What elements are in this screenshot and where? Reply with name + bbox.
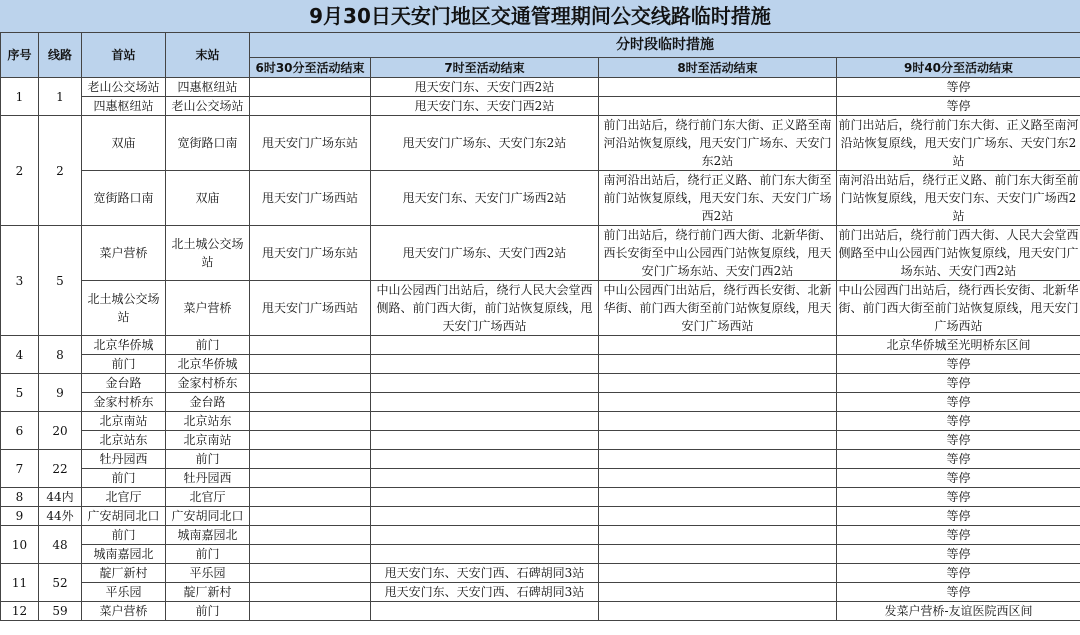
cell-t1: 甩天安门广场东站 — [250, 116, 371, 171]
cell-t4: 等停 — [837, 507, 1080, 526]
cell-t2: 甩天安门东、天安门西、石碑胡同3站 — [371, 564, 599, 583]
header-t1: 6时30分至活动结束 — [250, 58, 371, 78]
page-title: 9月30日天安门地区交通管理期间公交线路临时措施 — [0, 0, 1080, 33]
cell-end: 宽街路口南 — [166, 116, 250, 171]
cell-end: 前门 — [166, 450, 250, 469]
cell-t1 — [250, 469, 371, 488]
cell-end: 老山公交场站 — [166, 97, 250, 116]
cell-t3 — [599, 393, 837, 412]
cell-t3 — [599, 78, 837, 97]
cell-t4: 中山公园西门出站后，绕行西长安街、北新华街、前门西大街至前门站恢复原线，甩天安门广场西站 — [837, 281, 1080, 336]
cell-end: 广安胡同北口 — [166, 507, 250, 526]
cell-start: 菜户营桥 — [82, 602, 166, 621]
cell-seq: 4 — [1, 336, 39, 374]
cell-t2 — [371, 488, 599, 507]
cell-t2 — [371, 355, 599, 374]
cell-end: 北京站东 — [166, 412, 250, 431]
cell-t1 — [250, 583, 371, 602]
cell-t3: 前门出站后，绕行前门东大街、正义路至南河沿站恢复原线，甩天安门广场东、天安门东2站 — [599, 116, 837, 171]
cell-t2 — [371, 469, 599, 488]
cell-t4: 等停 — [837, 564, 1080, 583]
cell-t2: 甩天安门东、天安门广场西2站 — [371, 171, 599, 226]
cell-t4: 等停 — [837, 545, 1080, 564]
cell-t2: 甩天安门广场东、天安门西2站 — [371, 226, 599, 281]
header-row — [1, 33, 1080, 58]
cell-end: 前门 — [166, 545, 250, 564]
cell-t4: 等停 — [837, 393, 1080, 412]
cell-end: 城南嘉园北 — [166, 526, 250, 545]
cell-end: 金家村桥东 — [166, 374, 250, 393]
header-t3: 8时至活动结束 — [599, 58, 837, 78]
cell-t2 — [371, 450, 599, 469]
table-row — [1, 116, 1080, 171]
header-t4: 9时40分至活动结束 — [837, 58, 1080, 78]
table-row — [1, 97, 1080, 116]
cell-line: 48 — [39, 526, 82, 564]
cell-t3 — [599, 431, 837, 450]
cell-end: 北官厅 — [166, 488, 250, 507]
cell-t1 — [250, 488, 371, 507]
cell-t1: 甩天安门广场东站 — [250, 226, 371, 281]
cell-seq: 6 — [1, 412, 39, 450]
cell-line: 44外 — [39, 507, 82, 526]
cell-start: 北京华侨城 — [82, 336, 166, 355]
cell-seq: 2 — [1, 116, 39, 226]
header-t2: 7时至活动结束 — [371, 58, 599, 78]
cell-t1 — [250, 355, 371, 374]
table-row — [1, 78, 1080, 97]
cell-t2 — [371, 545, 599, 564]
table-row — [1, 602, 1080, 621]
cell-t3 — [599, 412, 837, 431]
cell-t4: 等停 — [837, 355, 1080, 374]
cell-t1 — [250, 564, 371, 583]
cell-start: 北土城公交场站 — [82, 281, 166, 336]
cell-start: 前门 — [82, 469, 166, 488]
cell-end: 平乐园 — [166, 564, 250, 583]
cell-t1 — [250, 97, 371, 116]
table-row — [1, 507, 1080, 526]
cell-t1 — [250, 602, 371, 621]
cell-t1 — [250, 526, 371, 545]
cell-t2 — [371, 393, 599, 412]
cell-seq: 10 — [1, 526, 39, 564]
table-row — [1, 171, 1080, 226]
cell-line: 8 — [39, 336, 82, 374]
cell-t2: 甩天安门东、天安门西2站 — [371, 78, 599, 97]
cell-end: 北土城公交场站 — [166, 226, 250, 281]
cell-t3 — [599, 507, 837, 526]
cell-t4: 等停 — [837, 374, 1080, 393]
cell-t4: 前门出站后，绕行前门西大街、人民大会堂西侧路至中山公园西门站恢复原线，甩天安门广场东站、天安门西2站 — [837, 226, 1080, 281]
cell-start: 北官厅 — [82, 488, 166, 507]
cell-t3 — [599, 374, 837, 393]
cell-t4: 发菜户营桥-友谊医院西区间 — [837, 602, 1080, 621]
table-row — [1, 488, 1080, 507]
cell-t4: 南河沿出站后，绕行正义路、前门东大街至前门站恢复原线，甩天安门东、天安门广场西2站 — [837, 171, 1080, 226]
cell-start: 四惠枢纽站 — [82, 97, 166, 116]
cell-start: 菜户营桥 — [82, 226, 166, 281]
cell-t4: 等停 — [837, 526, 1080, 545]
cell-start: 前门 — [82, 526, 166, 545]
cell-start: 前门 — [82, 355, 166, 374]
cell-t3 — [599, 450, 837, 469]
table-row — [1, 355, 1080, 374]
cell-end: 菜户营桥 — [166, 281, 250, 336]
cell-t1 — [250, 336, 371, 355]
cell-line: 20 — [39, 412, 82, 450]
table-row — [1, 226, 1080, 281]
cell-start: 城南嘉园北 — [82, 545, 166, 564]
cell-t1: 甩天安门广场西站 — [250, 281, 371, 336]
header-start: 首站 — [82, 33, 166, 78]
table-row — [1, 450, 1080, 469]
bus-measures-table — [0, 32, 1080, 621]
cell-t2 — [371, 374, 599, 393]
cell-line: 2 — [39, 116, 82, 226]
cell-start: 平乐园 — [82, 583, 166, 602]
cell-t3 — [599, 97, 837, 116]
table-row — [1, 469, 1080, 488]
cell-t3 — [599, 488, 837, 507]
cell-start: 宽街路口南 — [82, 171, 166, 226]
cell-end: 北京华侨城 — [166, 355, 250, 374]
cell-line: 5 — [39, 226, 82, 336]
cell-t3 — [599, 545, 837, 564]
cell-t3: 前门出站后，绕行前门西大街、北新华街、西长安街至中山公园西门站恢复原线，甩天安门广场东站、天安门西2站 — [599, 226, 837, 281]
table-row — [1, 374, 1080, 393]
table-row — [1, 545, 1080, 564]
cell-t3 — [599, 355, 837, 374]
cell-line: 59 — [39, 602, 82, 621]
cell-start: 金台路 — [82, 374, 166, 393]
cell-seq: 11 — [1, 564, 39, 602]
cell-end: 前门 — [166, 336, 250, 355]
cell-t2: 甩天安门东、天安门西、石碑胡同3站 — [371, 583, 599, 602]
cell-t2: 甩天安门东、天安门西2站 — [371, 97, 599, 116]
cell-t2: 中山公园西门出站后，绕行人民大会堂西侧路、前门西大街，前门站恢复原线，甩天安门广场西站 — [371, 281, 599, 336]
cell-t4: 等停 — [837, 431, 1080, 450]
cell-t4: 前门出站后，绕行前门东大街、正义路至南河沿站恢复原线，甩天安门广场东、天安门东2站 — [837, 116, 1080, 171]
cell-end: 靛厂新村 — [166, 583, 250, 602]
cell-t4: 北京华侨城至光明桥东区间 — [837, 336, 1080, 355]
cell-start: 北京站东 — [82, 431, 166, 450]
table-row — [1, 281, 1080, 336]
header-seq: 序号 — [1, 33, 39, 78]
cell-t1 — [250, 450, 371, 469]
header-line: 线路 — [39, 33, 82, 78]
cell-line: 1 — [39, 78, 82, 116]
cell-t2 — [371, 526, 599, 545]
cell-line: 44内 — [39, 488, 82, 507]
cell-t1 — [250, 431, 371, 450]
table-row — [1, 431, 1080, 450]
cell-start: 牡丹园西 — [82, 450, 166, 469]
cell-t3 — [599, 602, 837, 621]
cell-seq: 8 — [1, 488, 39, 507]
table-row — [1, 526, 1080, 545]
cell-t3 — [599, 526, 837, 545]
header-end: 末站 — [166, 33, 250, 78]
cell-t1 — [250, 78, 371, 97]
cell-t2 — [371, 431, 599, 450]
table-row — [1, 393, 1080, 412]
cell-line: 52 — [39, 564, 82, 602]
cell-seq: 5 — [1, 374, 39, 412]
cell-line: 9 — [39, 374, 82, 412]
table-row — [1, 412, 1080, 431]
cell-end: 双庙 — [166, 171, 250, 226]
cell-t2 — [371, 336, 599, 355]
cell-t3 — [599, 564, 837, 583]
cell-end: 牡丹园西 — [166, 469, 250, 488]
cell-t1 — [250, 393, 371, 412]
cell-start: 靛厂新村 — [82, 564, 166, 583]
cell-t1 — [250, 374, 371, 393]
cell-t4: 等停 — [837, 583, 1080, 602]
cell-t1 — [250, 412, 371, 431]
cell-seq: 3 — [1, 226, 39, 336]
header-group: 分时段临时措施 — [250, 33, 1080, 58]
cell-seq: 7 — [1, 450, 39, 488]
cell-end: 金台路 — [166, 393, 250, 412]
cell-start: 金家村桥东 — [82, 393, 166, 412]
cell-t4: 等停 — [837, 78, 1080, 97]
cell-t4: 等停 — [837, 97, 1080, 116]
cell-start: 双庙 — [82, 116, 166, 171]
cell-end: 四惠枢纽站 — [166, 78, 250, 97]
cell-t2 — [371, 602, 599, 621]
cell-t2 — [371, 507, 599, 526]
cell-t2 — [371, 412, 599, 431]
cell-end: 前门 — [166, 602, 250, 621]
cell-t4: 等停 — [837, 412, 1080, 431]
cell-t4: 等停 — [837, 488, 1080, 507]
cell-t3: 南河沿出站后，绕行正义路、前门东大街至前门站恢复原线，甩天安门东、天安门广场西2站 — [599, 171, 837, 226]
cell-t1 — [250, 545, 371, 564]
cell-t4: 等停 — [837, 450, 1080, 469]
table-row — [1, 336, 1080, 355]
cell-t2: 甩天安门广场东、天安门东2站 — [371, 116, 599, 171]
cell-t1: 甩天安门广场西站 — [250, 171, 371, 226]
cell-t3 — [599, 336, 837, 355]
table-row — [1, 564, 1080, 583]
cell-start: 老山公交场站 — [82, 78, 166, 97]
cell-t3 — [599, 583, 837, 602]
cell-start: 北京南站 — [82, 412, 166, 431]
cell-t3: 中山公园西门出站后，绕行西长安街、北新华街、前门西大街至前门站恢复原线，甩天安门广场西站 — [599, 281, 837, 336]
cell-t1 — [250, 507, 371, 526]
cell-seq: 12 — [1, 602, 39, 621]
cell-start: 广安胡同北口 — [82, 507, 166, 526]
cell-t4: 等停 — [837, 469, 1080, 488]
cell-line: 22 — [39, 450, 82, 488]
cell-seq: 9 — [1, 507, 39, 526]
table-row — [1, 583, 1080, 602]
cell-t3 — [599, 469, 837, 488]
cell-seq: 1 — [1, 78, 39, 116]
cell-end: 北京南站 — [166, 431, 250, 450]
